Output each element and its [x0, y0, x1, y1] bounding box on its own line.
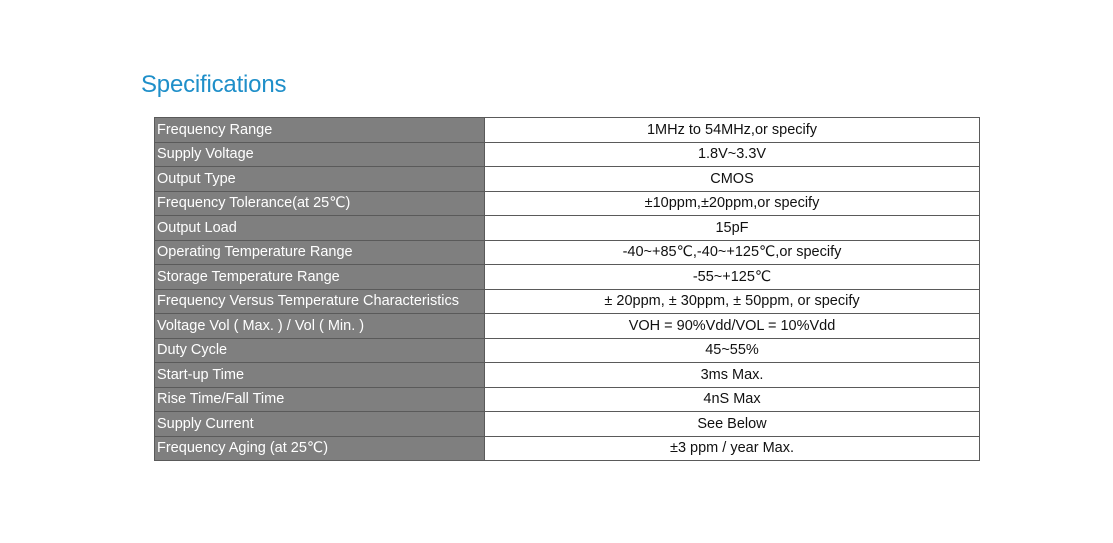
table-row [155, 265, 980, 290]
spec-label: Output Load [155, 216, 485, 241]
spec-label: Storage Temperature Range [155, 265, 485, 290]
table-row [155, 412, 980, 437]
table-row [155, 289, 980, 314]
spec-value: 1.8V~3.3V [485, 142, 980, 167]
spec-value: -55~+125℃ [485, 265, 980, 290]
spec-label: Output Type [155, 167, 485, 192]
spec-label: Voltage Vol ( Max. ) / Vol ( Min. ) [155, 314, 485, 339]
spec-label: Frequency Range [155, 118, 485, 143]
table-row [155, 240, 980, 265]
specifications-table-body [155, 118, 980, 461]
spec-value: CMOS [485, 167, 980, 192]
spec-value: 15pF [485, 216, 980, 241]
spec-label: Frequency Tolerance(at 25℃) [155, 191, 485, 216]
spec-value: 45~55% [485, 338, 980, 363]
spec-value: 1MHz to 54MHz,or specify [485, 118, 980, 143]
spec-label: Frequency Versus Temperature Characteristics [155, 289, 485, 314]
spec-label: Frequency Aging (at 25℃) [155, 436, 485, 461]
spec-value: 4nS Max [485, 387, 980, 412]
table-row [155, 216, 980, 241]
spec-label: Supply Voltage [155, 142, 485, 167]
table-row [155, 338, 980, 363]
table-row [155, 142, 980, 167]
table-row [155, 118, 980, 143]
spec-label: Rise Time/Fall Time [155, 387, 485, 412]
spec-value: ± 20ppm, ± 30ppm, ± 50ppm, or specify [485, 289, 980, 314]
table-row [155, 314, 980, 339]
spec-value: -40~+85℃,-40~+125℃,or specify [485, 240, 980, 265]
spec-value: ±10ppm,±20ppm,or specify [485, 191, 980, 216]
spec-label: Start-up Time [155, 363, 485, 388]
table-row [155, 387, 980, 412]
spec-label: Operating Temperature Range [155, 240, 485, 265]
spec-value: See Below [485, 412, 980, 437]
specifications-table [154, 117, 980, 461]
table-row [155, 167, 980, 192]
spec-label: Duty Cycle [155, 338, 485, 363]
table-row [155, 363, 980, 388]
spec-value: 3ms Max. [485, 363, 980, 388]
table-row [155, 191, 980, 216]
page-title: Specifications [141, 71, 287, 98]
spec-value: VOH = 90%Vdd/VOL = 10%Vdd [485, 314, 980, 339]
spec-label: Supply Current [155, 412, 485, 437]
table-row [155, 436, 980, 461]
spec-value: ±3 ppm / year Max. [485, 436, 980, 461]
